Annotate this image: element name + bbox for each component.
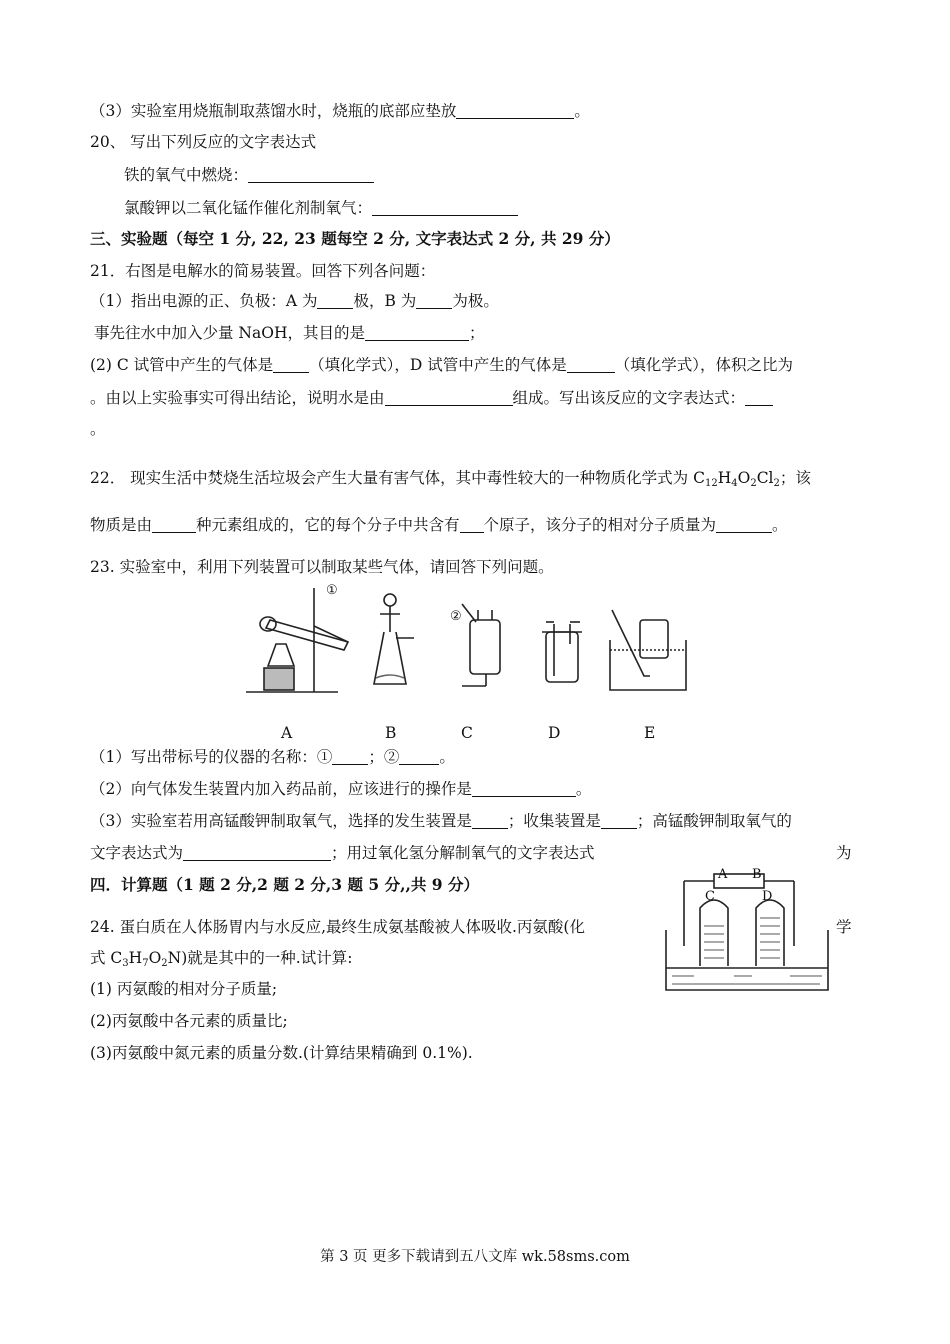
apparatus-mark-2: ② [450, 609, 462, 624]
section4-heading: 四．计算题（1 题 2 分,2 题 2 分,3 题 5 分,,共 9 分） [90, 875, 479, 894]
test-tube-d-icon [756, 900, 784, 966]
apparatus-a-icon [246, 588, 348, 692]
q23-part2: （2）向气体发生装置内加入药品前，应该进行的操作是 。 [90, 780, 592, 798]
q21-part2-line2: 。由以上实验事实可得出结论，说明水是由 组成。写出该反应的文字表达式： [90, 387, 773, 409]
q23-part3-line2: 文字表达式为 ；用过氧化氢分解制氧气的文字表达式 [90, 844, 595, 862]
answer-blank[interactable] [460, 516, 484, 533]
electrolysis-label-a: A [718, 867, 728, 882]
answer-blank[interactable] [332, 748, 368, 765]
apparatus-label-c: C [461, 724, 473, 742]
answer-blank[interactable] [472, 780, 576, 797]
answer-blank[interactable] [601, 812, 637, 829]
answer-blank[interactable] [372, 199, 518, 216]
q20-line2: 氯酸钾以二氧化锰作催化剂制氧气： [124, 197, 518, 219]
answer-blank[interactable] [567, 356, 615, 373]
answer-blank[interactable] [152, 516, 196, 533]
q20-title: 20、 写出下列反应的文字表达式 [90, 133, 317, 151]
q24-item3: (3)丙氨酸中氮元素的质量分数.(计算结果精确到 0.1%). [90, 1044, 473, 1062]
answer-blank[interactable] [317, 292, 353, 309]
q24-item2: (2)丙氨酸中各元素的质量比; [90, 1012, 288, 1030]
q24-item1: (1) 丙氨酸的相对分子质量; [90, 980, 278, 998]
apparatus-e-icon [610, 610, 686, 690]
answer-blank[interactable] [183, 844, 331, 861]
apparatus-label-d: D [548, 724, 561, 742]
apparatus-label-b: B [385, 724, 397, 742]
water-trough-icon [666, 930, 828, 990]
q24-line1-tail: 学 [836, 918, 852, 936]
apparatus-figure [240, 580, 700, 740]
answer-blank[interactable] [745, 389, 773, 406]
apparatus-label-a: A [281, 724, 293, 742]
answer-blank[interactable] [273, 356, 309, 373]
electrolysis-label-b: B [752, 867, 762, 882]
q21-naoh: 事先往水中加入少量 NaOH，其目的是 ； [94, 324, 485, 342]
q21-part2-line1: (2) C 试管中产生的气体是 （填化学式），D 试管中产生的气体是 （填化学式），体积之比为 [90, 356, 794, 374]
apparatus-mark-1: ① [326, 583, 338, 598]
answer-blank[interactable] [248, 166, 374, 183]
q21-part1: （1）指出电源的正、负极：A 为 极，B 为 为极。 [90, 292, 499, 310]
answer-blank[interactable] [456, 102, 574, 119]
apparatus-b-icon [374, 594, 414, 684]
q20-line1: 铁的氧气中燃烧： [124, 164, 374, 186]
apparatus-c-icon [462, 604, 500, 686]
q19-item3: （3）实验室用烧瓶制取蒸馏水时，烧瓶的底部应垫放 。 [90, 102, 590, 120]
answer-blank[interactable] [416, 292, 452, 309]
apparatus-d-icon [542, 622, 582, 682]
answer-blank[interactable] [472, 812, 508, 829]
q22-line2: 物质是由 种元素组成的，它的每个分子中共含有 个原子，该分子的相对分子质量为 。 [90, 516, 788, 534]
answer-blank[interactable] [365, 324, 469, 341]
q22-line1: 22． 现实生活中焚烧生活垃圾会产生大量有害气体，其中毒性较大的一种物质化学式为 $C_{12}H_4O_2Cl_2$；该 [90, 469, 811, 489]
q24-line1: 24. 蛋白质在人体肠胃内与水反应,最终生成氨基酸被人体吸收.丙氨酸(化 [90, 918, 585, 936]
answer-blank[interactable] [716, 516, 772, 533]
section3-heading: 三、实验题（每空 1 分, 22, 23 题每空 2 分, 文字表达式 2 分, 共 29 分） [90, 229, 620, 248]
apparatus-label-e: E [644, 724, 656, 742]
q23-part1: （1）写出带标号的仪器的名称：① ；② 。 [90, 748, 455, 766]
q23-part3-line1: （3）实验室若用高锰酸钾制取氧气，选择的发生装置是 ；收集装置是 ；高锰酸钾制取氧气的 [90, 812, 792, 830]
electrolysis-label-d: D [762, 889, 773, 904]
q21-intro: 21．右图是电解水的简易装置。回答下列各问题： [90, 262, 436, 280]
q21-end: 。 [90, 420, 106, 438]
electrolysis-label-c: C [705, 889, 715, 904]
answer-blank[interactable] [399, 748, 439, 765]
answer-blank[interactable] [385, 389, 513, 406]
q23-part3-tail: 为 [836, 844, 852, 862]
test-tube-c-icon [700, 900, 728, 966]
q23-intro: 23. 实验室中，利用下列装置可以制取某些气体，请回答下列问题。 [90, 558, 554, 576]
q24-line2: 式 $C_3H_7O_2N$)就是其中的一种.试计算: [90, 949, 353, 969]
page-footer: 第 3 页 更多下载请到五八文库 wk.58sms.com [320, 1249, 630, 1265]
